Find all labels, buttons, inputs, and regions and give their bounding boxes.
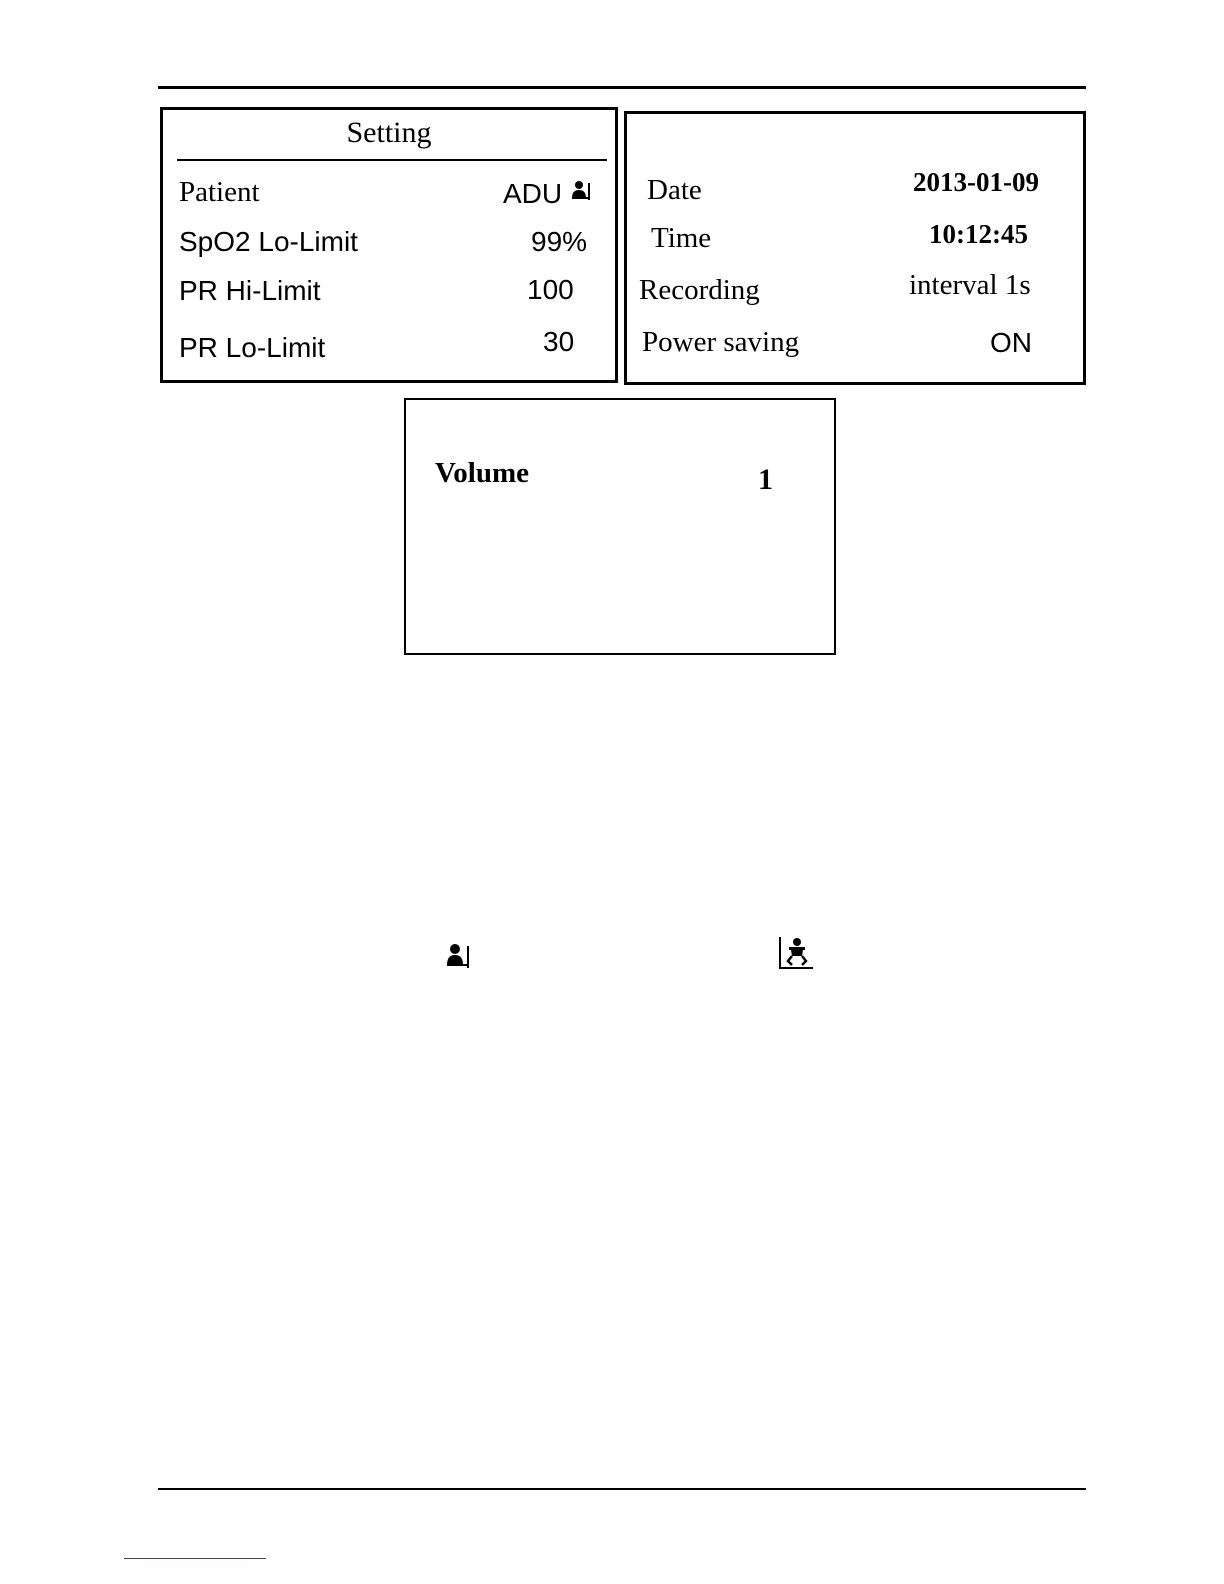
- patient-label: Patient: [179, 176, 260, 208]
- time-label: Time: [651, 222, 712, 254]
- date-label: Date: [647, 174, 702, 206]
- pr-hi-limit-value[interactable]: 100: [527, 274, 574, 305]
- adult-patient-icon: [571, 180, 593, 207]
- volume-label: Volume: [435, 457, 529, 489]
- time-value[interactable]: 10:12:45: [929, 219, 1028, 249]
- power-saving-label: Power saving: [642, 326, 800, 358]
- pr-lo-limit-value[interactable]: 30: [543, 326, 575, 357]
- setting-title-divider: [177, 159, 607, 161]
- date-value[interactable]: 2013-01-09: [913, 167, 1039, 197]
- pr-lo-limit-label: PR Lo-Limit: [179, 332, 326, 363]
- recording-value[interactable]: interval 1s: [909, 269, 1031, 301]
- spo2-lo-limit-label: SpO2 Lo-Limit: [179, 226, 358, 257]
- setting-panel: [160, 107, 618, 383]
- header-rule: [158, 86, 1086, 89]
- infant-patient-icon: [778, 936, 814, 975]
- footer-rule: [158, 1488, 1086, 1490]
- volume-panel: [404, 398, 836, 655]
- volume-value[interactable]: 1: [758, 463, 773, 496]
- spo2-lo-limit-value[interactable]: 99%: [531, 226, 588, 257]
- power-saving-value[interactable]: ON: [990, 327, 1032, 358]
- recording-label: Recording: [639, 274, 760, 306]
- patient-value[interactable]: ADU: [503, 178, 563, 209]
- adult-patient-icon: [446, 943, 472, 974]
- footer-link-underline: [124, 1558, 266, 1559]
- setting-panel-title: Setting: [346, 116, 432, 149]
- datetime-panel: [624, 111, 1086, 385]
- pr-hi-limit-label: PR Hi-Limit: [179, 275, 321, 306]
